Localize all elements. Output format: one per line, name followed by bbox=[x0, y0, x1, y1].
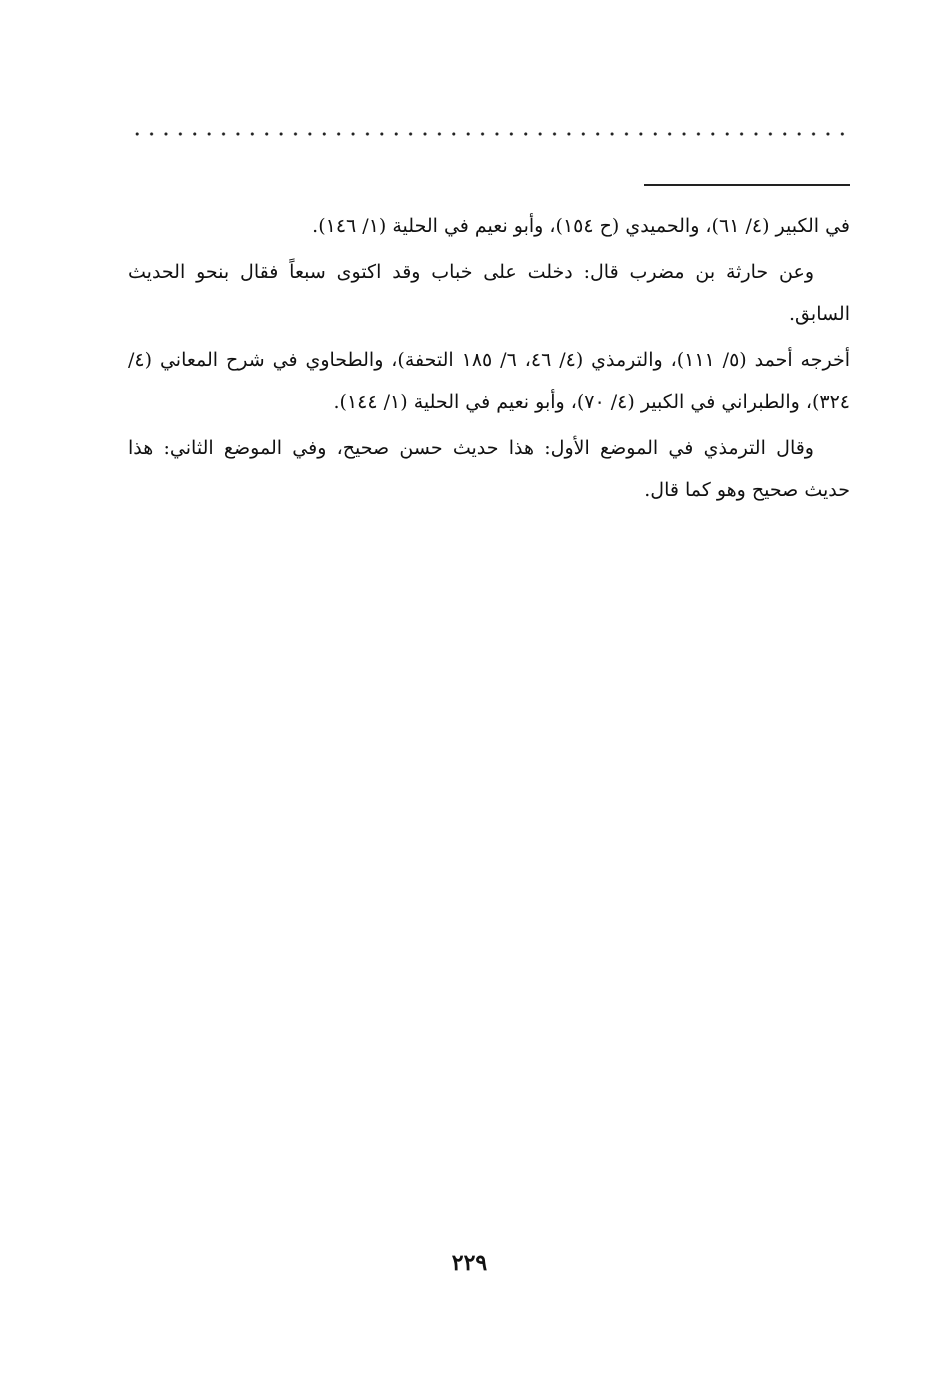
page-number: ٢٢٩ bbox=[451, 1250, 488, 1276]
dotted-separator bbox=[130, 132, 850, 136]
footnote-text-block bbox=[128, 205, 850, 515]
paragraph-4: وقال الترمذي في الموضع الأول: هذا حديث حسن صحيح، وفي الموضع الثاني: هذا حديث صحيح وهو كما قال. bbox=[128, 437, 850, 501]
paragraph-2: وعن حارثة بن مضرب قال: دخلت على خباب وقد اكتوى سبعاً فقال بنحو الحديث السابق. bbox=[128, 261, 850, 325]
paragraph-3: أخرجه أحمد (٥/ ١١١)، والترمذي (٤/ ٤٦، ٦/ ١٨٥ التحفة)، والطحاوي في شرح المعاني (٤/ ٣٢٤)، والطبراني في الكبير (٤/ ٧٠)، وأبو نعيم في الحلية (١/ ١٤٤). bbox=[128, 349, 850, 413]
footnote-separator-line bbox=[644, 184, 850, 186]
paragraph-1: في الكبير (٤/ ٦١)، والحميدي (ح ١٥٤)، وأبو نعيم في الحلية (١/ ١٤٦). bbox=[312, 215, 850, 237]
